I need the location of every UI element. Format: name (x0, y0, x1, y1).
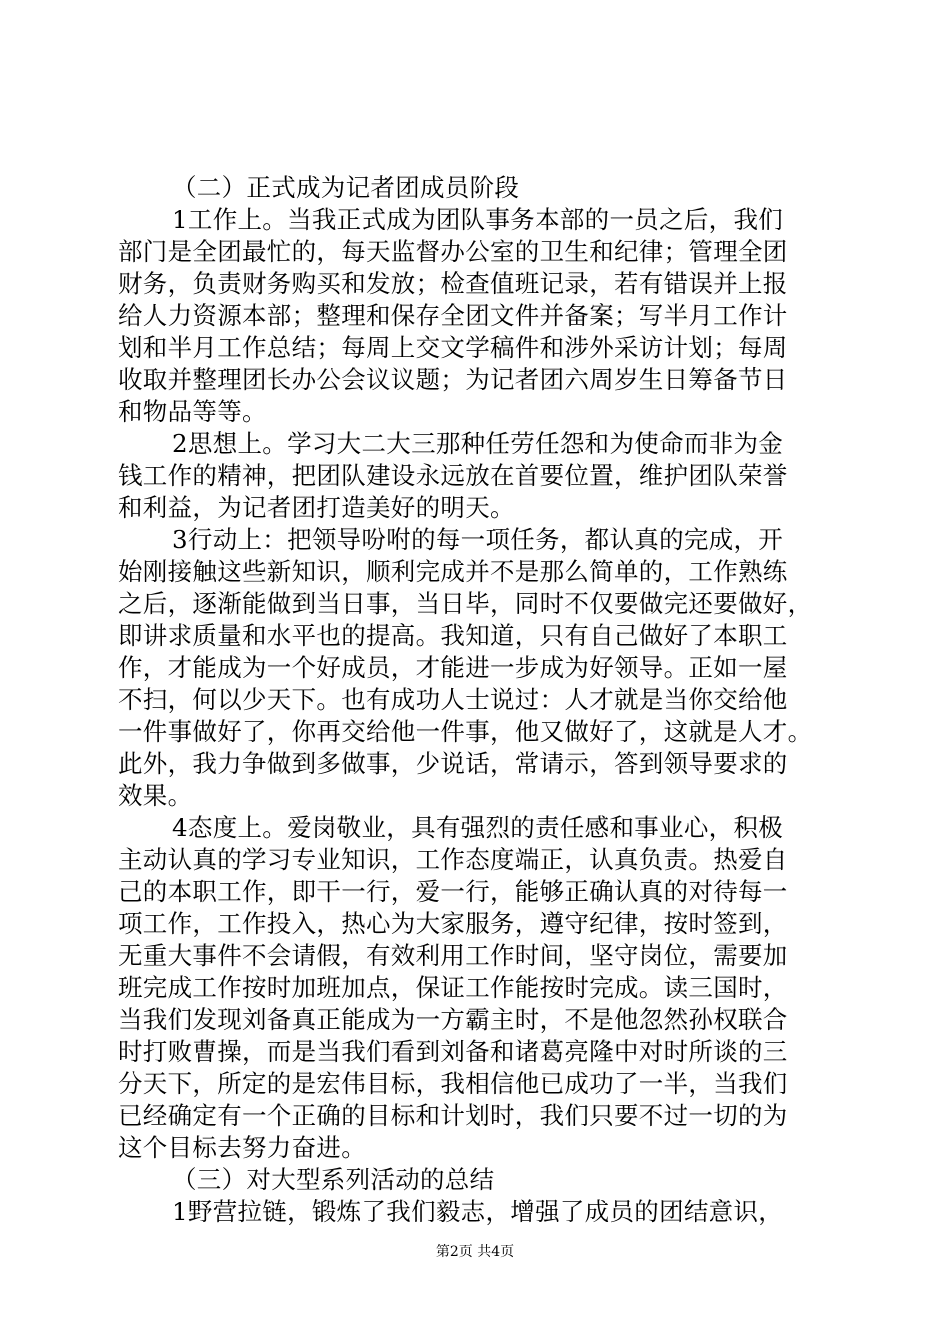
page-number-footer: 第2页 共4页 (435, 1244, 515, 1260)
paragraph-line: 此外，我力争做到多做事，少说话，常请示，答到领导要求的 (118, 749, 788, 778)
paragraph-line: 项工作，工作投入，热心为大家服务，遵守纪律，按时签到， (118, 909, 788, 938)
section-heading: （三）对大型系列活动的总结 (172, 1165, 495, 1194)
paragraph-line: 给人力资源本部；整理和保存全团文件并备案；写半月工作计 (118, 301, 788, 330)
paragraph-line: 即讲求质量和水平也的提高。我知道，只有自己做好了本职工 (118, 621, 788, 650)
paragraph-line: 作，才能成为一个好成员，才能进一步成为好领导。正如一屋 (118, 653, 788, 682)
paragraph-line: 之后，逐渐能做到当日事，当日毕，同时不仅要做完还要做好， (118, 589, 813, 618)
paragraph-line: 时打败曹操，而是当我们看到刘备和诸葛亮隆中对时所谈的三 (118, 1037, 788, 1066)
paragraph-line: 部门是全团最忙的，每天监督办公室的卫生和纪律；管理全团 (118, 237, 788, 266)
paragraph-line: 效果。 (118, 781, 193, 810)
paragraph-line: 收取并整理团长办公会议议题；为记者团六周岁生日筹备节日 (118, 365, 788, 394)
paragraph-line: 划和半月工作总结；每周上交文学稿件和涉外采访计划；每周 (118, 333, 788, 362)
paragraph-line: 1野营拉链，锻炼了我们毅志，增强了成员的团结意识， (172, 1197, 784, 1226)
paragraph-line: 和物品等等。 (118, 397, 267, 426)
paragraph-line: 始刚接触这些新知识，顺利完成并不是那么简单的，工作熟练 (118, 557, 788, 586)
paragraph-line: 一件事做好了，你再交给他一件事，他又做好了，这就是人才。 (118, 717, 813, 746)
paragraph-line: 班完成工作按时加班加点，保证工作能按时完成。读三国时， (118, 973, 788, 1002)
paragraph-line: 这个目标去努力奋进。 (118, 1133, 366, 1162)
paragraph-line: 钱工作的精神，把团队建设永远放在首要位置，维护团队荣誉 (118, 461, 788, 490)
paragraph-line: 主动认真的学习专业知识，工作态度端正，认真负责。热爱自 (118, 845, 788, 874)
section-heading: （二）正式成为记者团成员阶段 (172, 173, 520, 202)
paragraph-line: 财务，负责财务购买和发放；检查值班记录，若有错误并上报 (118, 269, 788, 298)
paragraph-line: 4态度上。爱岗敬业，具有强烈的责任感和事业心，积极 (172, 813, 784, 842)
paragraph-line: 已经确定有一个正确的目标和计划时，我们只要不过一切的为 (118, 1101, 788, 1130)
paragraph-line: 3行动上：把领导吩咐的每一项任务，都认真的完成，开 (172, 525, 784, 554)
paragraph-line: 无重大事件不会请假，有效利用工作时间，坚守岗位，需要加 (118, 941, 788, 970)
paragraph-line: 当我们发现刘备真正能成为一方霸主时，不是他忽然孙权联合 (118, 1005, 788, 1034)
paragraph-line: 和利益，为记者团打造美好的明天。 (118, 493, 515, 522)
paragraph-line: 己的本职工作，即干一行，爱一行，能够正确认真的对待每一 (118, 877, 788, 906)
paragraph-line: 分天下，所定的是宏伟目标，我相信他已成功了一半，当我们 (118, 1069, 788, 1098)
paragraph-line: 2思想上。学习大二大三那种任劳任怨和为使命而非为金 (172, 429, 784, 458)
paragraph-line: 1工作上。当我正式成为团队事务本部的一员之后，我们 (172, 205, 784, 234)
paragraph-line: 不扫，何以少天下。也有成功人士说过：人才就是当你交给他 (118, 685, 788, 714)
